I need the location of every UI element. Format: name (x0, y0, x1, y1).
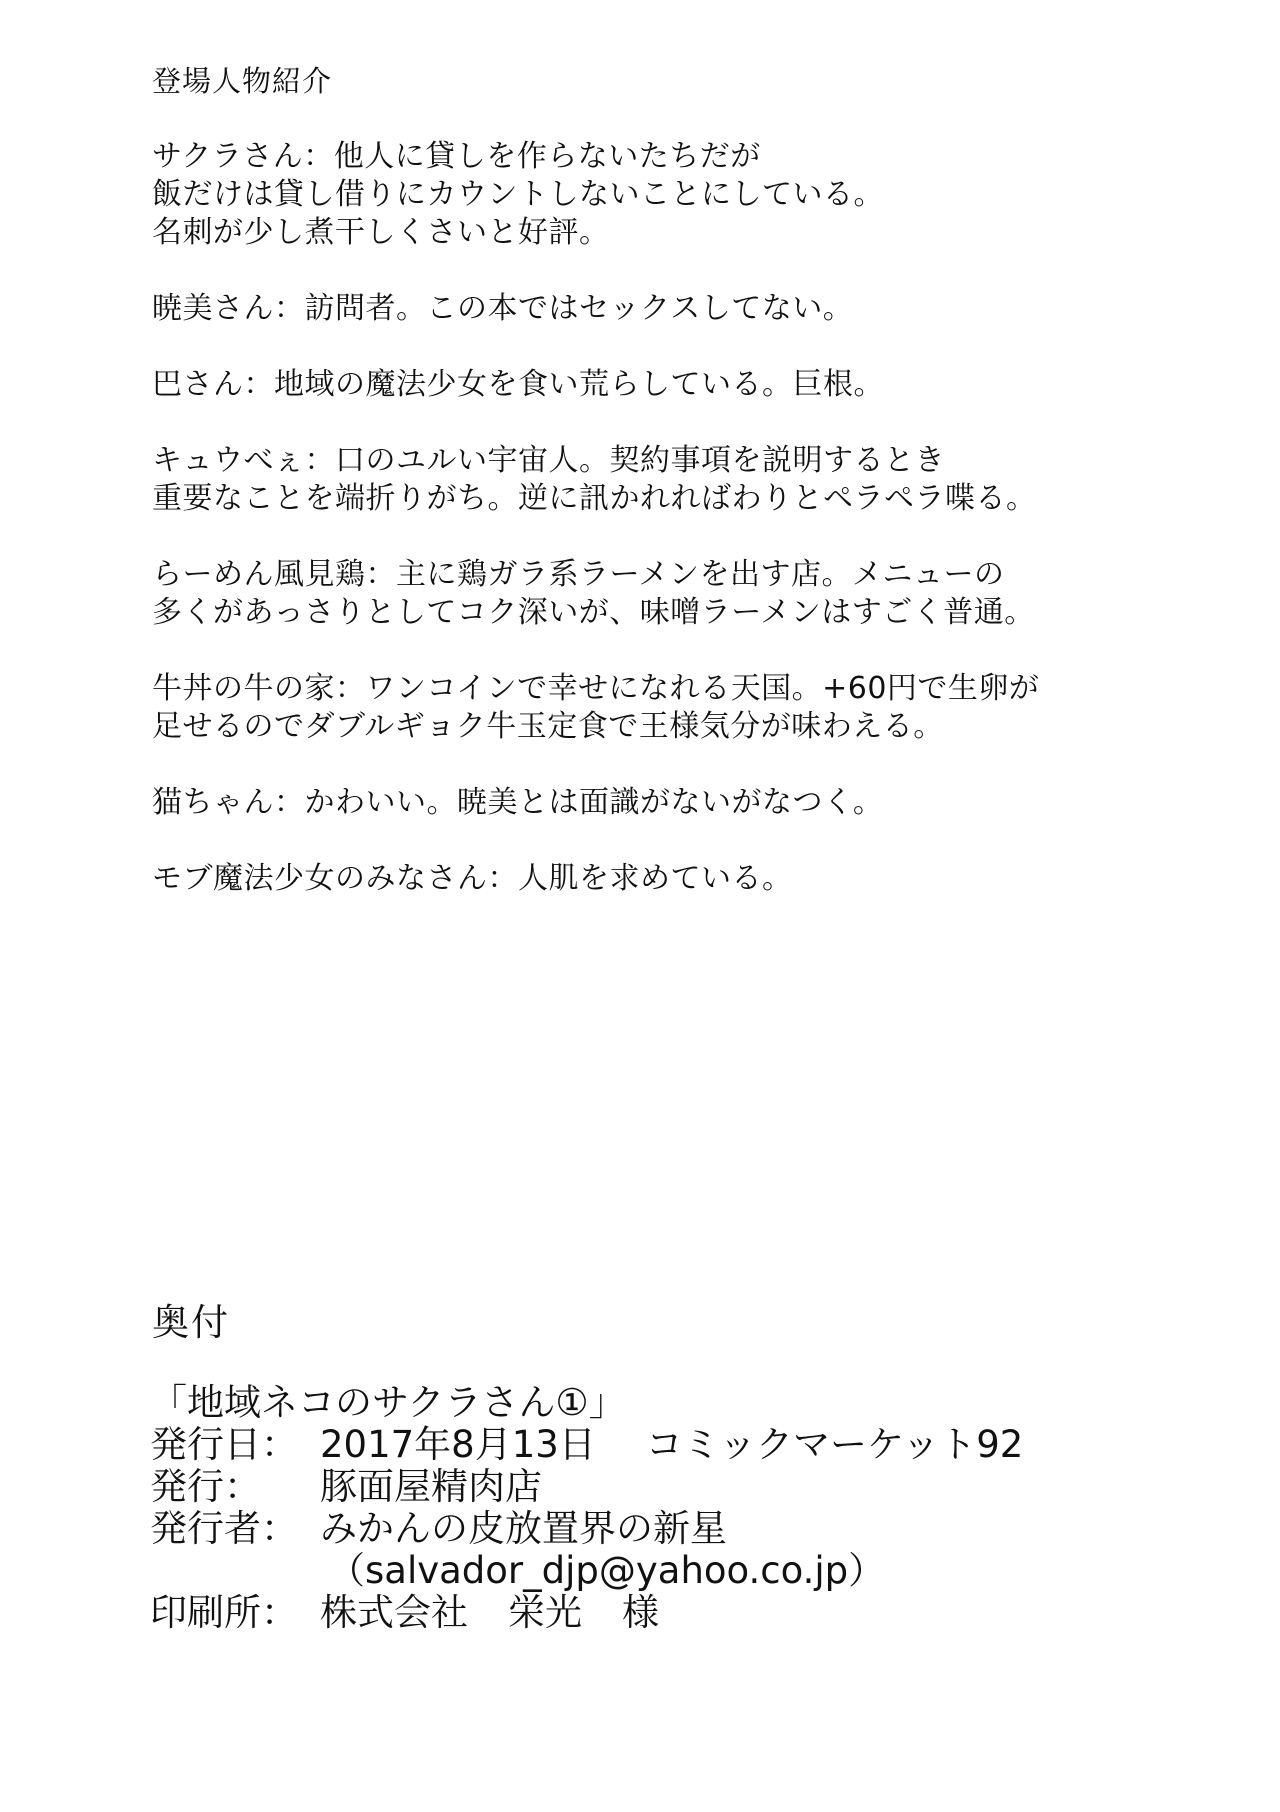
book-title: 「地域ネコのサクラさん①」 (150, 1381, 626, 1424)
email-row (150, 1550, 1250, 1592)
character-entry-kyubey (152, 442, 1232, 518)
entry-line: らーめん風見鶏：主に鶏ガラ系ラーメンを出す店。メニューの (152, 557, 1005, 592)
entry-line: 巴さん：地域の魔法少女を食い荒らしている。巨根。 (152, 367, 884, 402)
colophon-title: 奥付 (152, 1301, 230, 1344)
character-introduction-section (152, 62, 1232, 898)
entry-line: 飯だけは貸し借りにカウントしないことにしている。 (152, 177, 884, 212)
character-entry-ramen-shop (152, 556, 1232, 632)
publisher-row (150, 1466, 1250, 1508)
author-label: 発行者： (150, 1507, 298, 1550)
character-entry-tomoe (152, 366, 1232, 404)
author-value: みかんの皮放置界の新星 (320, 1507, 727, 1550)
publish-date-label: 発行日： (150, 1423, 298, 1466)
printer-honorific: 様 (622, 1591, 659, 1634)
printer-name: 栄光 (508, 1591, 582, 1634)
entry-line: 多くがあっさりとしてコク深いが、味噌ラーメンはすごく普通。 (152, 595, 1035, 630)
publisher-label: 発行： (150, 1465, 261, 1508)
printer-company: 株式会社 (320, 1591, 468, 1634)
entry-line: 猫ちゃん：かわいい。暁美とは面識がないがなつく。 (152, 785, 884, 820)
character-entry-akemi (152, 290, 1232, 328)
entry-line: サクラさん：他人に貸しを作らないたちだが (152, 139, 761, 174)
entry-line: キュウべぇ：口のユルい宇宙人。契約事項を説明するとき (152, 443, 945, 478)
entry-line: 暁美さん：訪問者。この本ではセックスしてない。 (152, 291, 854, 326)
publish-date-value: 2017年8月13日 (320, 1423, 596, 1466)
entry-line: 足せるのでダブルギョク牛玉定食で王様気分が味わえる。 (152, 709, 944, 744)
event-name: コミックマーケット92 (645, 1423, 1024, 1466)
character-entry-mob-magical-girls (152, 860, 1232, 898)
character-entry-cat (152, 784, 1232, 822)
author-email: （salvador_djp@yahoo.co.jp） (328, 1549, 886, 1592)
character-introduction-title: 登場人物紹介 (152, 64, 333, 98)
printer-label: 印刷所： (150, 1591, 298, 1634)
colophon-section (150, 1382, 1250, 1634)
entry-line: モブ魔法少女のみなさん：人肌を求めている。 (152, 861, 793, 896)
entry-line: 重要なことを端折りがち。逆に訊かれればわりとペラペラ喋る。 (152, 481, 1037, 516)
character-entry-sakura (152, 138, 1232, 252)
entry-line: 牛丼の牛の家：ワンコインで幸せになれる天国。+60円で生卵が (152, 671, 1040, 706)
character-entry-gyudon-shop (152, 670, 1232, 746)
entry-line: 名刺が少し煮干しくさいと好評。 (152, 215, 610, 250)
publish-date-row (150, 1424, 1250, 1466)
printer-row (150, 1592, 1250, 1634)
author-row (150, 1508, 1250, 1550)
publisher-value: 豚面屋精肉店 (320, 1465, 542, 1508)
book-title-row (150, 1382, 1250, 1424)
